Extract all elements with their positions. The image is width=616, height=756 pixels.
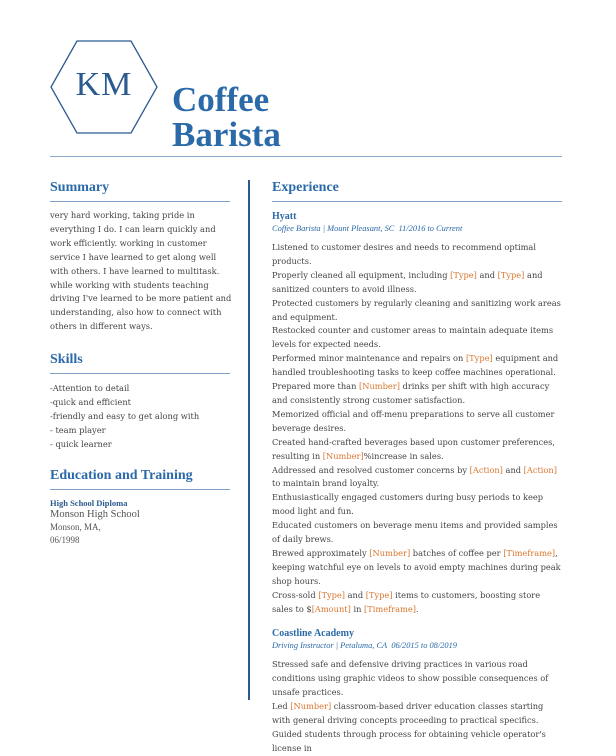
monogram-initials: KM <box>75 66 133 103</box>
skill-item: - team player <box>50 424 106 435</box>
placeholder-token: [Type] <box>450 269 477 280</box>
bullet-text: Educated customers on beverage menu items and provided samples of daily brews. <box>272 520 558 545</box>
bullet-text: Restocked counter and customer areas to maintain adequate items levels for expected needs. <box>272 325 554 350</box>
name-line-2: Barista <box>172 115 281 154</box>
job-location: Mount Pleasant, SC <box>327 224 395 233</box>
bullet-text: Prepared more than <box>272 381 360 392</box>
placeholder-token: [Number] <box>369 547 411 558</box>
bullet-text: and <box>476 269 498 280</box>
job-bullets <box>272 658 562 755</box>
bullet-text: Memorized official and off-menu preparations to serve all customer beverage desires. <box>272 408 555 433</box>
job-bullet <box>272 700 562 728</box>
bullet-text: , keeping watchful eye on levels to avoid empty machines during peak shop hours. <box>272 547 561 586</box>
bullet-text: Protected customers by regularly cleaning and sanitizing work areas and equipment. <box>272 297 561 322</box>
placeholder-token: [Number] <box>359 381 400 392</box>
job-bullet <box>272 380 562 408</box>
job-separator: | <box>333 641 341 651</box>
job-entry <box>272 628 562 755</box>
skills-list <box>50 382 230 452</box>
education-location: Monson, MA, <box>50 521 101 532</box>
left-column <box>50 180 230 547</box>
placeholder-token: [Amount] <box>311 603 351 614</box>
placeholder-token: [Number] <box>290 701 332 712</box>
job-bullet <box>272 658 562 700</box>
placeholder-token: [Action] <box>523 464 557 475</box>
job-bullet <box>272 728 562 756</box>
placeholder-token: [Type] <box>365 589 393 600</box>
right-column <box>272 180 562 756</box>
job-dates: 11/2016 to Current <box>398 224 463 233</box>
experience-heading: Experience <box>272 180 562 202</box>
bullet-text: and sanitized counters to avoid illness. <box>272 269 543 294</box>
job-role: Driving Instructor <box>272 641 334 651</box>
job-company: Coastline Academy <box>272 628 354 640</box>
skills-heading: Skills <box>50 352 230 374</box>
education-date: 06/1998 <box>50 534 80 545</box>
bullet-text: in <box>350 603 365 614</box>
placeholder-token: [Type] <box>318 589 345 600</box>
skill-item: -friendly and easy to get along with <box>50 410 200 421</box>
placeholder-token: [Action] <box>469 464 503 475</box>
placeholder-token: [Number] <box>322 450 364 461</box>
experience-list <box>272 211 562 756</box>
placeholder-token: [Timeframe] <box>503 547 556 558</box>
placeholder-token: [Type] <box>497 269 525 280</box>
bullet-text: Brewed approximately <box>272 547 370 558</box>
placeholder-token: [Timeframe] <box>364 603 416 614</box>
summary-text: very hard working, taking pride in everything I do. I can learn quickly and work efficiently. working in customer service I have learned to get along well with others. I have learned to multitask. while working with students teaching driving I've learned to be more patient and understanding, also how to connect with others in different ways. <box>50 210 232 332</box>
bullet-text: Performed minor maintenance and repairs on <box>272 353 466 364</box>
job-bullet <box>272 547 562 589</box>
bullet-text: Cross-sold <box>272 589 319 600</box>
bullet-text: Listened to customer desires and needs to recommend optimal products. <box>272 242 536 266</box>
column-divider <box>248 180 250 700</box>
skill-item: - quick learner <box>50 438 112 449</box>
job-bullet <box>272 519 562 547</box>
job-meta <box>272 641 562 650</box>
bullet-text: drinks per shift with high accuracy and consistently strong customer satisfaction. <box>272 381 550 405</box>
job-location: Petaluma, CA <box>340 641 388 651</box>
bullet-text: Guided students through process for obtaining vehicle operator's license in <box>272 729 546 753</box>
education-degree: High School Diploma <box>50 497 128 508</box>
bullet-text: batches of coffee per <box>410 547 504 558</box>
bullet-text: Led <box>272 701 291 712</box>
job-bullet <box>272 352 562 380</box>
job-bullet <box>272 297 562 325</box>
bullet-text: equipment and handled troubleshooting tasks to keep coffee machines operational. <box>272 353 559 378</box>
bullet-text: and <box>345 589 366 600</box>
job-bullet <box>272 436 562 464</box>
education-school: Monson High School <box>50 508 140 520</box>
bullet-text: and <box>502 464 524 475</box>
bullet-text: classroom-based driver education classes starting with general driving concepts proceeding to practical specifics. <box>272 701 544 726</box>
job-role: Coffee Barista <box>272 224 321 233</box>
job-meta <box>272 224 562 233</box>
bullet-text: items to customers, boosting store sales to $ <box>272 589 541 614</box>
job-bullet <box>272 491 562 519</box>
job-bullet <box>272 241 562 269</box>
job-bullet <box>272 589 562 617</box>
name-line-1: Coffee <box>172 80 270 119</box>
job-bullet <box>272 269 562 297</box>
resume-name <box>172 82 281 152</box>
bullet-text: . <box>415 603 419 614</box>
job-company: Hyatt <box>272 211 297 222</box>
header-divider <box>50 156 562 157</box>
bullet-text: Addressed and resolved customer concerns by <box>272 464 470 475</box>
job-bullets <box>272 241 562 616</box>
bullet-text: Stressed safe and defensive driving practices in various road conditions using graphic videos to show possible consequences of unsafe practices. <box>272 659 549 698</box>
job-bullet <box>272 408 562 436</box>
skill-item: -Attention to detail <box>50 383 130 394</box>
job-dates: 06/2015 to 08/2019 <box>391 641 457 651</box>
bullet-text: Properly cleaned all equipment, including <box>272 269 451 280</box>
placeholder-token: [Type] <box>465 353 493 364</box>
bullet-text: Enthusiastically engaged customers during busy periods to keep mood light and fun. <box>272 492 544 517</box>
bullet-text: to maintain brand loyalty. <box>272 478 380 489</box>
job-entry <box>272 211 562 616</box>
job-bullet <box>272 324 562 352</box>
bullet-text: %increase in sales. <box>363 450 444 461</box>
education-heading: Education and Training <box>50 468 230 490</box>
summary-heading: Summary <box>50 180 230 202</box>
job-separator: | <box>320 224 328 233</box>
bullet-text: Created hand-crafted beverages based upon customer preferences, resulting in <box>272 436 555 461</box>
job-bullet <box>272 464 562 492</box>
skill-item: -quick and efficient <box>50 397 132 408</box>
